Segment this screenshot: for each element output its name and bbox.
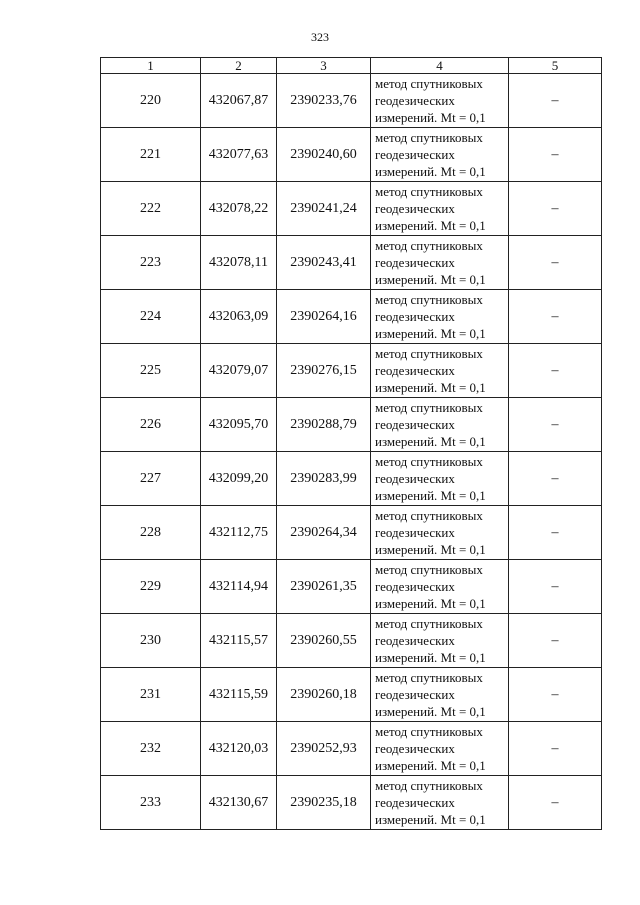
table-row (101, 506, 602, 560)
column-5-value: – (509, 668, 602, 722)
method-description (371, 506, 509, 560)
method-line-2: геодезических (375, 201, 455, 216)
method-line-2: геодезических (375, 471, 455, 486)
method-line-2: геодезических (375, 741, 455, 756)
coord-y: 2390264,16 (277, 290, 371, 344)
method-line-2: геодезических (375, 417, 455, 432)
table-row (101, 236, 602, 290)
point-number: 229 (101, 560, 201, 614)
method-line-1: метод спутниковых (375, 508, 483, 523)
method-line-2: геодезических (375, 255, 455, 270)
method-line-3: измерений. Mt = 0,1 (375, 704, 486, 719)
table-row (101, 182, 602, 236)
method-line-3: измерений. Mt = 0,1 (375, 812, 486, 827)
coordinates-table (100, 57, 602, 830)
method-line-2: геодезических (375, 633, 455, 648)
point-number: 231 (101, 668, 201, 722)
header-col-5: 5 (509, 58, 602, 74)
coord-y: 2390252,93 (277, 722, 371, 776)
header-col-3: 3 (277, 58, 371, 74)
method-description (371, 776, 509, 830)
column-5-value: – (509, 290, 602, 344)
method-line-1: метод спутниковых (375, 454, 483, 469)
method-line-2: геодезических (375, 309, 455, 324)
method-description (371, 236, 509, 290)
method-line-1: метод спутниковых (375, 292, 483, 307)
point-number: 226 (101, 398, 201, 452)
table-row (101, 776, 602, 830)
point-number: 225 (101, 344, 201, 398)
column-5-value: – (509, 614, 602, 668)
method-line-3: измерений. Mt = 0,1 (375, 542, 486, 557)
column-5-value: – (509, 560, 602, 614)
coord-y: 2390243,41 (277, 236, 371, 290)
method-line-2: геодезических (375, 363, 455, 378)
method-description (371, 182, 509, 236)
column-5-value: – (509, 182, 602, 236)
method-line-2: геодезических (375, 795, 455, 810)
method-line-2: геодезических (375, 147, 455, 162)
header-col-2: 2 (201, 58, 277, 74)
method-line-1: метод спутниковых (375, 400, 483, 415)
method-line-3: измерений. Mt = 0,1 (375, 434, 486, 449)
coord-x: 432120,03 (201, 722, 277, 776)
method-description (371, 560, 509, 614)
point-number: 228 (101, 506, 201, 560)
table-row (101, 614, 602, 668)
coord-x: 432112,75 (201, 506, 277, 560)
point-number: 221 (101, 128, 201, 182)
column-5-value: – (509, 398, 602, 452)
table-row (101, 668, 602, 722)
table-body (101, 74, 602, 830)
method-description (371, 398, 509, 452)
page-number: 323 (311, 30, 329, 44)
table-row (101, 398, 602, 452)
method-line-1: метод спутниковых (375, 616, 483, 631)
method-line-1: метод спутниковых (375, 670, 483, 685)
method-line-3: измерений. Mt = 0,1 (375, 110, 486, 125)
method-line-1: метод спутниковых (375, 724, 483, 739)
method-description (371, 452, 509, 506)
coord-x: 432130,67 (201, 776, 277, 830)
point-number: 222 (101, 182, 201, 236)
column-5-value: – (509, 344, 602, 398)
table-row (101, 560, 602, 614)
column-5-value: – (509, 722, 602, 776)
method-line-2: геодезических (375, 579, 455, 594)
coord-y: 2390283,99 (277, 452, 371, 506)
method-line-3: измерений. Mt = 0,1 (375, 218, 486, 233)
header-col-1: 1 (101, 58, 201, 74)
method-line-1: метод спутниковых (375, 184, 483, 199)
column-5-value: – (509, 74, 602, 128)
coord-x: 432079,07 (201, 344, 277, 398)
method-line-1: метод спутниковых (375, 778, 483, 793)
point-number: 223 (101, 236, 201, 290)
method-line-1: метод спутниковых (375, 346, 483, 361)
point-number: 230 (101, 614, 201, 668)
method-line-2: геодезических (375, 687, 455, 702)
method-line-3: измерений. Mt = 0,1 (375, 596, 486, 611)
coord-y: 2390276,15 (277, 344, 371, 398)
coord-x: 432115,57 (201, 614, 277, 668)
method-line-1: метод спутниковых (375, 130, 483, 145)
point-number: 220 (101, 74, 201, 128)
method-line-1: метод спутниковых (375, 76, 483, 91)
method-line-1: метод спутниковых (375, 562, 483, 577)
coord-x: 432063,09 (201, 290, 277, 344)
coord-y: 2390241,24 (277, 182, 371, 236)
table-row (101, 290, 602, 344)
method-description (371, 290, 509, 344)
table-row (101, 128, 602, 182)
coord-x: 432078,11 (201, 236, 277, 290)
coord-y: 2390264,34 (277, 506, 371, 560)
column-5-value: – (509, 236, 602, 290)
method-line-3: измерений. Mt = 0,1 (375, 758, 486, 773)
method-line-3: измерений. Mt = 0,1 (375, 380, 486, 395)
method-description (371, 668, 509, 722)
method-description (371, 722, 509, 776)
coord-x: 432114,94 (201, 560, 277, 614)
method-line-3: измерений. Mt = 0,1 (375, 164, 486, 179)
column-5-value: – (509, 452, 602, 506)
point-number: 233 (101, 776, 201, 830)
coord-y: 2390288,79 (277, 398, 371, 452)
header-col-4: 4 (371, 58, 509, 74)
coord-x: 432077,63 (201, 128, 277, 182)
coord-x: 432099,20 (201, 452, 277, 506)
coord-y: 2390260,18 (277, 668, 371, 722)
coord-y: 2390260,55 (277, 614, 371, 668)
coord-y: 2390261,35 (277, 560, 371, 614)
method-line-3: измерений. Mt = 0,1 (375, 650, 486, 665)
method-description (371, 74, 509, 128)
method-line-3: измерений. Mt = 0,1 (375, 272, 486, 287)
table-header-row (101, 58, 602, 74)
coord-y: 2390233,76 (277, 74, 371, 128)
coord-x: 432095,70 (201, 398, 277, 452)
table-row (101, 722, 602, 776)
column-5-value: – (509, 506, 602, 560)
point-number: 227 (101, 452, 201, 506)
table-row (101, 74, 602, 128)
point-number: 224 (101, 290, 201, 344)
method-line-2: геодезических (375, 93, 455, 108)
method-description (371, 614, 509, 668)
method-line-2: геодезических (375, 525, 455, 540)
table-row (101, 344, 602, 398)
coord-x: 432115,59 (201, 668, 277, 722)
method-description (371, 344, 509, 398)
method-line-1: метод спутниковых (375, 238, 483, 253)
table-row (101, 452, 602, 506)
column-5-value: – (509, 776, 602, 830)
coord-y: 2390235,18 (277, 776, 371, 830)
column-5-value: – (509, 128, 602, 182)
coord-y: 2390240,60 (277, 128, 371, 182)
coord-x: 432067,87 (201, 74, 277, 128)
method-line-3: измерений. Mt = 0,1 (375, 488, 486, 503)
point-number: 232 (101, 722, 201, 776)
method-line-3: измерений. Mt = 0,1 (375, 326, 486, 341)
coord-x: 432078,22 (201, 182, 277, 236)
method-description (371, 128, 509, 182)
